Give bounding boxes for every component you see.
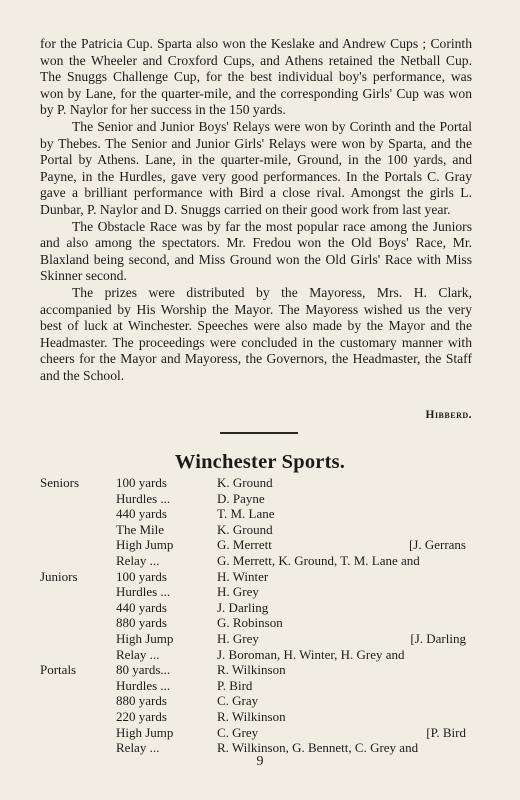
event-winner: H. Grey	[217, 584, 259, 600]
result-row	[0, 537, 520, 553]
event-name: High Jump	[116, 537, 174, 553]
group-label: Seniors	[40, 475, 79, 490]
event-name: 220 yards	[116, 708, 167, 724]
paragraph: The Obstacle Race was by far the most popular race among the Juniors and also among the spectators. Mr. Fredou won the Old Boys' Race, Mr. Blaxland being second, and Miss Ground won the Old Girls' Race with Miss Skinner second.	[40, 218, 472, 284]
result-row	[0, 584, 520, 600]
event-winner: R. Wilkinson, G. Bennett, C. Grey and	[217, 740, 419, 756]
joint-winner: [J. Gerrans	[408, 537, 466, 553]
joint-winner: [P. Bird	[426, 724, 466, 740]
event-winner: T. M. Lane	[217, 506, 275, 522]
result-row	[0, 678, 520, 694]
result-row	[0, 600, 520, 616]
event-name: Hurdles ...	[116, 490, 171, 506]
result-row	[0, 693, 520, 709]
page-number: 9	[256, 754, 264, 769]
event-name: The Mile	[116, 521, 165, 537]
event-winner: J. Darling	[217, 599, 269, 615]
paragraph: The prizes were distributed by the Mayoress, Mrs. H. Clark, accompanied by His Worship the Mayor. The Mayoress wished us the very best of luck at Winchester. Speeches were also made by the Mayor and the Headmaster. The proceedings were concluded in the customary manner with cheers for the Mayor and Mayoress, the Governors, the Headmaster, the Staff and the School.	[40, 284, 472, 383]
event-winner: G. Merrett	[217, 537, 272, 553]
paragraph: The Senior and Junior Boys' Relays were won by Corinth and the Portal by Thebes. The Senior and Junior Girls' Relays were won by Sparta, and the Portal by Athens. Lane, in the quarter-mile, Ground, in the 100 yards, and Payne, in the Hurdles, gave very good performances. In the Portals C. Gray gave a brilliant performance with Bird a close rival. Amongst the girls L. Dunbar, P. Naylor and D. Snuggs carried on their good work from last year.	[40, 118, 472, 217]
result-row	[0, 569, 520, 585]
event-name: 440 yards	[116, 599, 167, 615]
result-row	[0, 709, 520, 725]
event-name: 440 yards	[116, 506, 167, 522]
event-winner: H. Winter	[217, 568, 269, 584]
event-winner: G. Merrett, K. Ground, T. M. Lane and	[217, 552, 420, 568]
result-row	[0, 506, 520, 522]
event-name: 880 yards	[116, 615, 167, 631]
event-winner: H. Grey	[217, 630, 259, 646]
event-name: Relay ...	[116, 646, 160, 662]
event-winner: R. Wilkinson	[217, 662, 286, 678]
result-row	[0, 647, 520, 663]
section-title: Winchester Sports.	[174, 451, 346, 473]
article-text	[40, 36, 472, 384]
event-name: High Jump	[116, 630, 174, 646]
event-name: 100 yards	[116, 475, 167, 490]
event-winner: G. Robinson	[217, 615, 283, 631]
event-winner: C. Grey	[217, 724, 259, 740]
paragraph: for the Patricia Cup. Sparta also won the Keslake and Andrew Cups ; Corinth won the Wheeler and Croxford Cups, and Athens retained the Netball Cup. The Snuggs Challenge Cup, for the best individual boy's performance, was won by Lane, for the quarter-mile, and the corresponding Girls' Cup was won by P. Naylor for her success in the 150 yards.	[40, 36, 472, 118]
joint-winner: [J. Darling	[410, 630, 466, 646]
event-winner: K. Ground	[217, 475, 273, 490]
result-row	[0, 631, 520, 647]
result-row	[0, 553, 520, 569]
group-label: Portals	[40, 662, 77, 678]
result-row	[0, 662, 520, 678]
event-winner: R. Wilkinson	[217, 708, 286, 724]
event-winner: K. Ground	[217, 521, 273, 537]
event-name: Relay ...	[116, 740, 160, 756]
results-table	[0, 475, 520, 756]
event-name: Relay ...	[116, 552, 160, 568]
event-winner: C. Gray	[217, 693, 259, 709]
event-name: 100 yards	[116, 568, 167, 584]
event-name: Hurdles ...	[116, 677, 171, 693]
result-row	[0, 522, 520, 538]
result-row	[0, 475, 520, 491]
section-divider	[220, 432, 298, 434]
event-winner: D. Payne	[217, 490, 265, 506]
event-name: Hurdles ...	[116, 584, 171, 600]
event-winner: P. Bird	[217, 677, 253, 693]
event-winner: J. Boroman, H. Winter, H. Grey and	[217, 646, 405, 662]
result-row	[0, 491, 520, 507]
event-name: 880 yards	[116, 693, 167, 709]
group-label: Juniors	[40, 568, 78, 584]
author-signature: Hibberd.	[425, 409, 472, 421]
event-name: 80 yards...	[116, 662, 171, 678]
event-name: High Jump	[116, 724, 174, 740]
result-row	[0, 615, 520, 631]
result-row	[0, 725, 520, 741]
